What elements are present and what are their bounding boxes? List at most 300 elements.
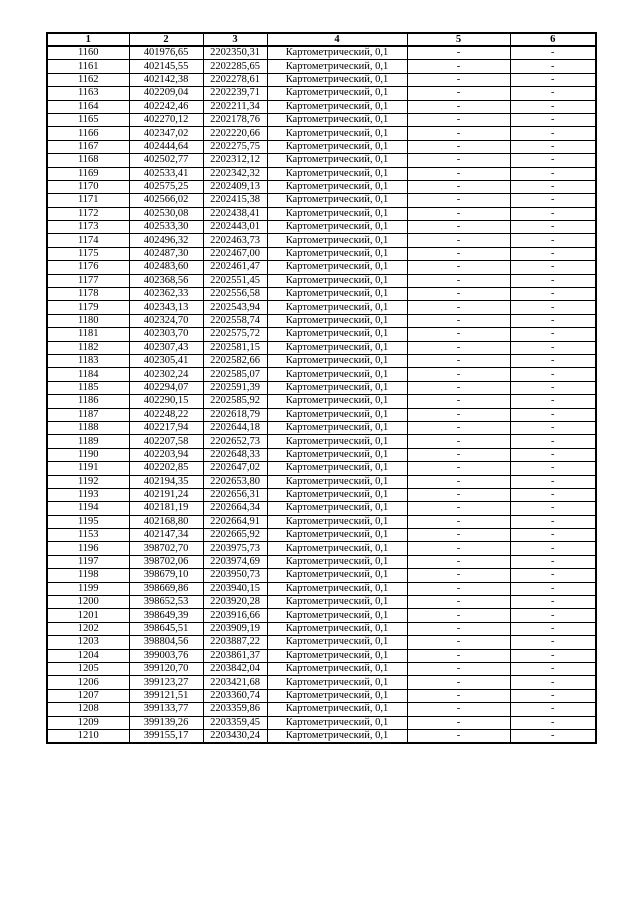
table-row [47, 462, 596, 475]
col6-cell: - [510, 729, 596, 743]
method-cell: Картометрический, 0,1 [267, 381, 407, 394]
col5-cell: - [407, 502, 510, 515]
point-number-cell: 1182 [47, 341, 129, 354]
table-row [47, 234, 596, 247]
col5-cell: - [407, 301, 510, 314]
table-row [47, 689, 596, 702]
x-coordinate-cell: 398652,53 [129, 596, 203, 609]
x-coordinate-cell: 402307,43 [129, 341, 203, 354]
col6-cell: - [510, 167, 596, 180]
method-cell: Картометрический, 0,1 [267, 127, 407, 140]
table-row [47, 649, 596, 662]
point-number-cell: 1201 [47, 609, 129, 622]
column-header-1: 1 [47, 33, 129, 46]
table-row [47, 622, 596, 635]
x-coordinate-cell: 402324,70 [129, 314, 203, 327]
y-coordinate-cell: 2203909,19 [203, 622, 267, 635]
x-coordinate-cell: 398649,39 [129, 609, 203, 622]
point-number-cell: 1185 [47, 381, 129, 394]
table-row [47, 288, 596, 301]
table-row [47, 100, 596, 113]
x-coordinate-cell: 402294,07 [129, 381, 203, 394]
point-number-cell: 1187 [47, 408, 129, 421]
x-coordinate-cell: 402343,13 [129, 301, 203, 314]
table-row [47, 488, 596, 501]
col6-cell: - [510, 622, 596, 635]
col5-cell: - [407, 596, 510, 609]
col5-cell: - [407, 729, 510, 743]
col6-cell: - [510, 194, 596, 207]
table-row [47, 475, 596, 488]
method-cell: Картометрический, 0,1 [267, 341, 407, 354]
method-cell: Картометрический, 0,1 [267, 46, 407, 60]
column-header-6: 6 [510, 33, 596, 46]
x-coordinate-cell: 398702,06 [129, 555, 203, 568]
method-cell: Картометрический, 0,1 [267, 113, 407, 126]
point-number-cell: 1198 [47, 569, 129, 582]
x-coordinate-cell: 402181,19 [129, 502, 203, 515]
col6-cell: - [510, 676, 596, 689]
method-cell: Картометрический, 0,1 [267, 636, 407, 649]
col5-cell: - [407, 354, 510, 367]
point-number-cell: 1192 [47, 475, 129, 488]
method-cell: Картометрический, 0,1 [267, 582, 407, 595]
method-cell: Картометрический, 0,1 [267, 247, 407, 260]
point-number-cell: 1191 [47, 462, 129, 475]
point-number-cell: 1174 [47, 234, 129, 247]
col6-cell: - [510, 180, 596, 193]
method-cell: Картометрический, 0,1 [267, 676, 407, 689]
column-header-5: 5 [407, 33, 510, 46]
x-coordinate-cell: 402368,56 [129, 274, 203, 287]
col6-cell: - [510, 301, 596, 314]
point-number-cell: 1210 [47, 729, 129, 743]
table-row [47, 60, 596, 73]
x-coordinate-cell: 402566,02 [129, 194, 203, 207]
y-coordinate-cell: 2202585,92 [203, 395, 267, 408]
method-cell: Картометрический, 0,1 [267, 649, 407, 662]
x-coordinate-cell: 402147,34 [129, 529, 203, 542]
y-coordinate-cell: 2202575,72 [203, 328, 267, 341]
point-number-cell: 1205 [47, 662, 129, 675]
y-coordinate-cell: 2202438,41 [203, 207, 267, 220]
col5-cell: - [407, 462, 510, 475]
method-cell: Картометрический, 0,1 [267, 609, 407, 622]
col5-cell: - [407, 662, 510, 675]
col6-cell: - [510, 247, 596, 260]
y-coordinate-cell: 2202664,34 [203, 502, 267, 515]
x-coordinate-cell: 402444,64 [129, 140, 203, 153]
y-coordinate-cell: 2203974,69 [203, 555, 267, 568]
col5-cell: - [407, 515, 510, 528]
method-cell: Картометрический, 0,1 [267, 328, 407, 341]
x-coordinate-cell: 401976,65 [129, 46, 203, 60]
x-coordinate-cell: 402142,38 [129, 73, 203, 86]
point-number-cell: 1209 [47, 716, 129, 729]
table-row [47, 341, 596, 354]
table-row [47, 368, 596, 381]
col5-cell: - [407, 636, 510, 649]
y-coordinate-cell: 2202350,31 [203, 46, 267, 60]
col6-cell: - [510, 261, 596, 274]
col5-cell: - [407, 60, 510, 73]
table-row [47, 448, 596, 461]
method-cell: Картометрический, 0,1 [267, 515, 407, 528]
col5-cell: - [407, 676, 510, 689]
header-row [47, 33, 596, 46]
table-row [47, 515, 596, 528]
col5-cell: - [407, 154, 510, 167]
col6-cell: - [510, 421, 596, 434]
table-row [47, 207, 596, 220]
y-coordinate-cell: 2203421,68 [203, 676, 267, 689]
x-coordinate-cell: 402533,41 [129, 167, 203, 180]
col5-cell: - [407, 261, 510, 274]
col6-cell: - [510, 221, 596, 234]
method-cell: Картометрический, 0,1 [267, 154, 407, 167]
x-coordinate-cell: 399133,77 [129, 703, 203, 716]
point-number-cell: 1163 [47, 87, 129, 100]
col5-cell: - [407, 448, 510, 461]
col6-cell: - [510, 569, 596, 582]
col6-cell: - [510, 462, 596, 475]
point-number-cell: 1167 [47, 140, 129, 153]
method-cell: Картометрический, 0,1 [267, 288, 407, 301]
point-number-cell: 1186 [47, 395, 129, 408]
column-header-3: 3 [203, 33, 267, 46]
method-cell: Картометрический, 0,1 [267, 529, 407, 542]
col6-cell: - [510, 703, 596, 716]
method-cell: Картометрический, 0,1 [267, 207, 407, 220]
y-coordinate-cell: 2202585,07 [203, 368, 267, 381]
table-row [47, 221, 596, 234]
table-row [47, 87, 596, 100]
table-row [47, 46, 596, 60]
method-cell: Картометрический, 0,1 [267, 421, 407, 434]
table-row [47, 421, 596, 434]
table-row [47, 314, 596, 327]
col5-cell: - [407, 609, 510, 622]
col5-cell: - [407, 488, 510, 501]
col5-cell: - [407, 234, 510, 247]
table-row [47, 73, 596, 86]
x-coordinate-cell: 402270,12 [129, 113, 203, 126]
table-row [47, 729, 596, 743]
col5-cell: - [407, 87, 510, 100]
y-coordinate-cell: 2203950,73 [203, 569, 267, 582]
point-number-cell: 1207 [47, 689, 129, 702]
table-row [47, 662, 596, 675]
point-number-cell: 1171 [47, 194, 129, 207]
x-coordinate-cell: 402145,55 [129, 60, 203, 73]
table-row [47, 569, 596, 582]
x-coordinate-cell: 402483,60 [129, 261, 203, 274]
y-coordinate-cell: 2203920,28 [203, 596, 267, 609]
x-coordinate-cell: 402347,02 [129, 127, 203, 140]
x-coordinate-cell: 398645,51 [129, 622, 203, 635]
col6-cell: - [510, 127, 596, 140]
x-coordinate-cell: 402575,25 [129, 180, 203, 193]
y-coordinate-cell: 2202409,13 [203, 180, 267, 193]
y-coordinate-cell: 2202656,31 [203, 488, 267, 501]
method-cell: Картометрический, 0,1 [267, 301, 407, 314]
point-number-cell: 1200 [47, 596, 129, 609]
col5-cell: - [407, 274, 510, 287]
col6-cell: - [510, 662, 596, 675]
method-cell: Картометрический, 0,1 [267, 555, 407, 568]
col5-cell: - [407, 207, 510, 220]
table-row [47, 676, 596, 689]
y-coordinate-cell: 2203940,15 [203, 582, 267, 595]
point-number-cell: 1194 [47, 502, 129, 515]
point-number-cell: 1203 [47, 636, 129, 649]
y-coordinate-cell: 2202647,02 [203, 462, 267, 475]
y-coordinate-cell: 2202285,65 [203, 60, 267, 73]
x-coordinate-cell: 402242,46 [129, 100, 203, 113]
table-row [47, 274, 596, 287]
point-number-cell: 1202 [47, 622, 129, 635]
col6-cell: - [510, 113, 596, 126]
col5-cell: - [407, 689, 510, 702]
y-coordinate-cell: 2202644,18 [203, 421, 267, 434]
point-number-cell: 1170 [47, 180, 129, 193]
col6-cell: - [510, 341, 596, 354]
method-cell: Картометрический, 0,1 [267, 462, 407, 475]
point-number-cell: 1180 [47, 314, 129, 327]
point-number-cell: 1193 [47, 488, 129, 501]
method-cell: Картометрический, 0,1 [267, 488, 407, 501]
col6-cell: - [510, 596, 596, 609]
col6-cell: - [510, 488, 596, 501]
point-number-cell: 1206 [47, 676, 129, 689]
method-cell: Картометрический, 0,1 [267, 73, 407, 86]
col6-cell: - [510, 100, 596, 113]
method-cell: Картометрический, 0,1 [267, 314, 407, 327]
x-coordinate-cell: 402530,08 [129, 207, 203, 220]
x-coordinate-cell: 399121,51 [129, 689, 203, 702]
point-number-cell: 1161 [47, 60, 129, 73]
x-coordinate-cell: 402487,30 [129, 247, 203, 260]
col6-cell: - [510, 395, 596, 408]
point-number-cell: 1195 [47, 515, 129, 528]
col5-cell: - [407, 100, 510, 113]
point-number-cell: 1169 [47, 167, 129, 180]
col6-cell: - [510, 609, 596, 622]
y-coordinate-cell: 2202558,74 [203, 314, 267, 327]
point-number-cell: 1165 [47, 113, 129, 126]
table-row [47, 609, 596, 622]
method-cell: Картометрический, 0,1 [267, 354, 407, 367]
col5-cell: - [407, 555, 510, 568]
table-row [47, 261, 596, 274]
col5-cell: - [407, 288, 510, 301]
y-coordinate-cell: 2202652,73 [203, 435, 267, 448]
method-cell: Картометрический, 0,1 [267, 180, 407, 193]
col6-cell: - [510, 288, 596, 301]
method-cell: Картометрический, 0,1 [267, 622, 407, 635]
y-coordinate-cell: 2202220,66 [203, 127, 267, 140]
x-coordinate-cell: 402248,22 [129, 408, 203, 421]
col6-cell: - [510, 46, 596, 60]
col5-cell: - [407, 421, 510, 434]
col5-cell: - [407, 649, 510, 662]
method-cell: Картометрический, 0,1 [267, 703, 407, 716]
col6-cell: - [510, 555, 596, 568]
point-number-cell: 1153 [47, 529, 129, 542]
x-coordinate-cell: 402217,94 [129, 421, 203, 434]
x-coordinate-cell: 399123,27 [129, 676, 203, 689]
col6-cell: - [510, 408, 596, 421]
method-cell: Картометрический, 0,1 [267, 274, 407, 287]
y-coordinate-cell: 2203360,74 [203, 689, 267, 702]
col5-cell: - [407, 622, 510, 635]
point-number-cell: 1172 [47, 207, 129, 220]
col5-cell: - [407, 314, 510, 327]
x-coordinate-cell: 402191,24 [129, 488, 203, 501]
col5-cell: - [407, 341, 510, 354]
point-number-cell: 1176 [47, 261, 129, 274]
table-row [47, 703, 596, 716]
y-coordinate-cell: 2202582,66 [203, 354, 267, 367]
y-coordinate-cell: 2202648,33 [203, 448, 267, 461]
col6-cell: - [510, 73, 596, 86]
x-coordinate-cell: 398804,56 [129, 636, 203, 649]
table-row [47, 408, 596, 421]
point-number-cell: 1168 [47, 154, 129, 167]
col6-cell: - [510, 207, 596, 220]
y-coordinate-cell: 2203887,22 [203, 636, 267, 649]
x-coordinate-cell: 402290,15 [129, 395, 203, 408]
method-cell: Картометрический, 0,1 [267, 60, 407, 73]
x-coordinate-cell: 399155,17 [129, 729, 203, 743]
col6-cell: - [510, 636, 596, 649]
x-coordinate-cell: 402209,04 [129, 87, 203, 100]
col6-cell: - [510, 381, 596, 394]
table-row [47, 247, 596, 260]
x-coordinate-cell: 402194,35 [129, 475, 203, 488]
col6-cell: - [510, 649, 596, 662]
table-row [47, 154, 596, 167]
col6-cell: - [510, 60, 596, 73]
col6-cell: - [510, 234, 596, 247]
method-cell: Картометрический, 0,1 [267, 502, 407, 515]
x-coordinate-cell: 402202,85 [129, 462, 203, 475]
y-coordinate-cell: 2203359,86 [203, 703, 267, 716]
y-coordinate-cell: 2202443,01 [203, 221, 267, 234]
col6-cell: - [510, 515, 596, 528]
y-coordinate-cell: 2202591,39 [203, 381, 267, 394]
x-coordinate-cell: 402302,24 [129, 368, 203, 381]
col6-cell: - [510, 368, 596, 381]
col5-cell: - [407, 247, 510, 260]
col5-cell: - [407, 368, 510, 381]
point-number-cell: 1164 [47, 100, 129, 113]
y-coordinate-cell: 2203842,04 [203, 662, 267, 675]
y-coordinate-cell: 2202581,15 [203, 341, 267, 354]
y-coordinate-cell: 2202312,12 [203, 154, 267, 167]
col5-cell: - [407, 140, 510, 153]
col6-cell: - [510, 154, 596, 167]
point-number-cell: 1175 [47, 247, 129, 260]
method-cell: Картометрический, 0,1 [267, 689, 407, 702]
y-coordinate-cell: 2202463,73 [203, 234, 267, 247]
point-number-cell: 1189 [47, 435, 129, 448]
method-cell: Картометрический, 0,1 [267, 395, 407, 408]
col5-cell: - [407, 475, 510, 488]
x-coordinate-cell: 398679,10 [129, 569, 203, 582]
col5-cell: - [407, 716, 510, 729]
y-coordinate-cell: 2203430,24 [203, 729, 267, 743]
method-cell: Картометрический, 0,1 [267, 167, 407, 180]
x-coordinate-cell: 402303,70 [129, 328, 203, 341]
table-row [47, 381, 596, 394]
point-number-cell: 1181 [47, 328, 129, 341]
col5-cell: - [407, 113, 510, 126]
col5-cell: - [407, 703, 510, 716]
y-coordinate-cell: 2202211,34 [203, 100, 267, 113]
y-coordinate-cell: 2203359,45 [203, 716, 267, 729]
column-header-4: 4 [267, 33, 407, 46]
y-coordinate-cell: 2202556,58 [203, 288, 267, 301]
table-row [47, 167, 596, 180]
table-row [47, 354, 596, 367]
table-row [47, 555, 596, 568]
col5-cell: - [407, 569, 510, 582]
y-coordinate-cell: 2202665,92 [203, 529, 267, 542]
x-coordinate-cell: 402168,80 [129, 515, 203, 528]
x-coordinate-cell: 399003,76 [129, 649, 203, 662]
y-coordinate-cell: 2203975,73 [203, 542, 267, 555]
col5-cell: - [407, 127, 510, 140]
method-cell: Картометрический, 0,1 [267, 662, 407, 675]
method-cell: Картометрический, 0,1 [267, 100, 407, 113]
table-row [47, 596, 596, 609]
table-row [47, 180, 596, 193]
coordinates-table [46, 32, 597, 744]
col6-cell: - [510, 140, 596, 153]
col6-cell: - [510, 689, 596, 702]
method-cell: Картометрический, 0,1 [267, 221, 407, 234]
col6-cell: - [510, 354, 596, 367]
col6-cell: - [510, 502, 596, 515]
col6-cell: - [510, 716, 596, 729]
y-coordinate-cell: 2202342,32 [203, 167, 267, 180]
table-row [47, 395, 596, 408]
method-cell: Картометрический, 0,1 [267, 729, 407, 743]
table-row [47, 529, 596, 542]
point-number-cell: 1204 [47, 649, 129, 662]
point-number-cell: 1178 [47, 288, 129, 301]
col6-cell: - [510, 542, 596, 555]
y-coordinate-cell: 2202618,79 [203, 408, 267, 421]
x-coordinate-cell: 398702,70 [129, 542, 203, 555]
table-row [47, 636, 596, 649]
x-coordinate-cell: 402533,30 [129, 221, 203, 234]
method-cell: Картометрический, 0,1 [267, 234, 407, 247]
x-coordinate-cell: 398669,86 [129, 582, 203, 595]
method-cell: Картометрический, 0,1 [267, 475, 407, 488]
table-row [47, 113, 596, 126]
method-cell: Картометрический, 0,1 [267, 596, 407, 609]
point-number-cell: 1177 [47, 274, 129, 287]
table-row [47, 502, 596, 515]
point-number-cell: 1160 [47, 46, 129, 60]
method-cell: Картометрический, 0,1 [267, 194, 407, 207]
table-row [47, 542, 596, 555]
method-cell: Картометрический, 0,1 [267, 542, 407, 555]
x-coordinate-cell: 399139,26 [129, 716, 203, 729]
point-number-cell: 1173 [47, 221, 129, 234]
